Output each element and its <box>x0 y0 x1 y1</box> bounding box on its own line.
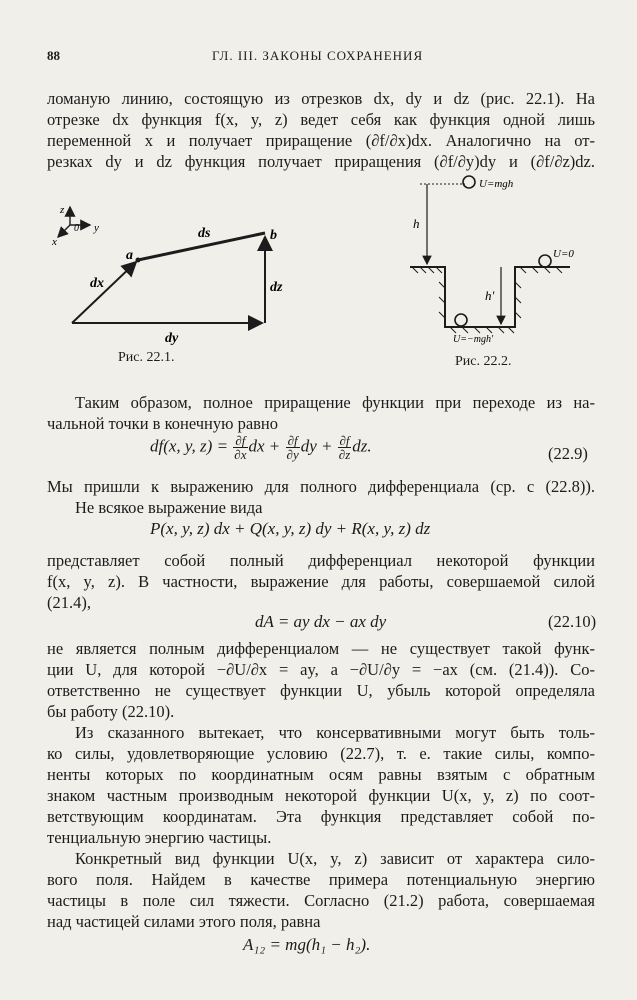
running-title: ГЛ. III. ЗАКОНЫ СОХРАНЕНИЯ <box>212 48 424 63</box>
text-line: над частицей силами этого поля, равна <box>47 912 321 931</box>
text-line: ответственно не существует функции U, убыль которой определяла <box>47 681 595 700</box>
partial-fraction-x: $\frac{\partial f}{\partial x}$ <box>234 433 247 462</box>
eq-lhs: df(x, y, z) = <box>150 436 229 456</box>
text-line: Из сказанного вытекает, что консервативными могут быть толь- <box>75 723 595 742</box>
ds-label: ds <box>198 226 211 241</box>
text-line: ции U, для которой −∂U/∂x = ay, а −∂U/∂y = −ax (см. (21.4)). Со- <box>47 660 595 679</box>
equation-pqr: P(x, y, z) dx + Q(x, y, z) dy + R(x, y, z) dz <box>150 519 431 538</box>
h-label: h <box>413 216 420 231</box>
text-line: ветствующим координатам. Эта функция представляет собой по- <box>47 807 595 826</box>
text-line: не является полным дифференциалом — не существует такой функ- <box>47 639 595 658</box>
text-line: вого поля. Найдем в качестве примера потенциальную энергию <box>47 870 595 889</box>
ball-ground <box>539 255 551 267</box>
figure-caption-22-1: Рис. 22.1. <box>118 350 175 365</box>
partial-fraction-y: $\frac{\partial f}{\partial y}$ <box>286 433 299 462</box>
axis-z-label: z <box>60 205 65 216</box>
equation-number-22-10: (22.10) <box>548 612 597 631</box>
dz-label: dz <box>270 280 283 295</box>
h-prime-label: h′ <box>485 288 495 303</box>
text-line: тенциальную энергию частицы. <box>47 828 272 847</box>
text-line: резках dy и dz функция получает приращения (∂f/∂y)dy и (∂f/∂z)dz. <box>47 152 595 171</box>
point-a <box>136 258 141 263</box>
figure-22-1 <box>40 205 290 345</box>
text-line: знаком частным производным некоторой функции U(x, y, z) по соот- <box>47 786 595 805</box>
equation-22-9: df(x, y, z) = $\frac{\partial f}{\partial x}$ dx + $\frac{\partial f}{\partial y}$ dy + $\frac{\partial f}{\partial z}$ dz. <box>150 433 372 462</box>
text-line: Конкретный вид функции U(x, y, z) зависит от характера сило- <box>75 849 595 868</box>
text-line: частицы в поле сил тяжести. Согласно (21.2) работа, совершаемая <box>47 891 595 910</box>
point-b-label: b <box>270 228 277 243</box>
equation-number-22-9: (22.9) <box>548 444 588 463</box>
text-line: отрезке dx функция f(x, y, z) ведет себя как функция одной лишь <box>47 110 595 129</box>
text-line: ломаную линию, состоящую из отрезков dx, dy и dz (рис. 22.1). На <box>47 89 595 108</box>
ball-top <box>463 176 475 188</box>
equation-22-10: dA = ay dx − ax dy <box>255 612 387 631</box>
text-line: переменной x и получает приращение (∂f/∂x)dx. Аналогично на от- <box>47 131 595 150</box>
text-line: Не всякое выражение вида <box>75 498 263 517</box>
axis-x <box>58 225 70 237</box>
partial-fraction-z: $\frac{\partial f}{\partial z}$ <box>338 433 351 462</box>
text-line: ко силы, удовлетворяющие условию (22.7), т. е. такие силы, компо- <box>47 744 595 763</box>
text-line: представляет собой полный дифференциал некоторой функции <box>47 551 595 570</box>
text-line: Мы пришли к выражению для полного дифференциала (ср. с (22.8)). <box>47 477 595 496</box>
text-line: f(x, y, z). В частности, выражение для работы, совершаемой силой <box>47 572 595 591</box>
text-line: Таким образом, полное приращение функции при переходе из на- <box>75 393 595 412</box>
equation-a12: A₁₂ = mg(h₁ − h₂). <box>243 935 371 954</box>
text-line: бы работу (22.10). <box>47 702 175 721</box>
u-ground-label: U=0 <box>553 248 574 260</box>
figure-22-2 <box>395 172 585 347</box>
text-line: чальной точки в конечную равно <box>47 414 279 433</box>
axis-y-label: y <box>94 222 99 234</box>
dx-label: dx <box>90 276 104 291</box>
u-top-label: U=mgh <box>479 178 514 190</box>
axis-x-label: x <box>52 236 57 248</box>
text-line: ненты которых по координатным осям равны взятым с обратным <box>47 765 595 784</box>
u-bottom-label: U=−mgh′ <box>453 334 494 345</box>
text-line: (21.4), <box>47 593 91 612</box>
figure-caption-22-2: Рис. 22.2. <box>455 354 512 369</box>
page-number: 88 <box>47 48 60 63</box>
segment-dx <box>72 262 136 323</box>
ball-bottom <box>455 314 467 326</box>
origin-label: 0 <box>74 223 79 234</box>
point-a-label: a <box>126 248 133 263</box>
dy-label: dy <box>165 331 179 345</box>
